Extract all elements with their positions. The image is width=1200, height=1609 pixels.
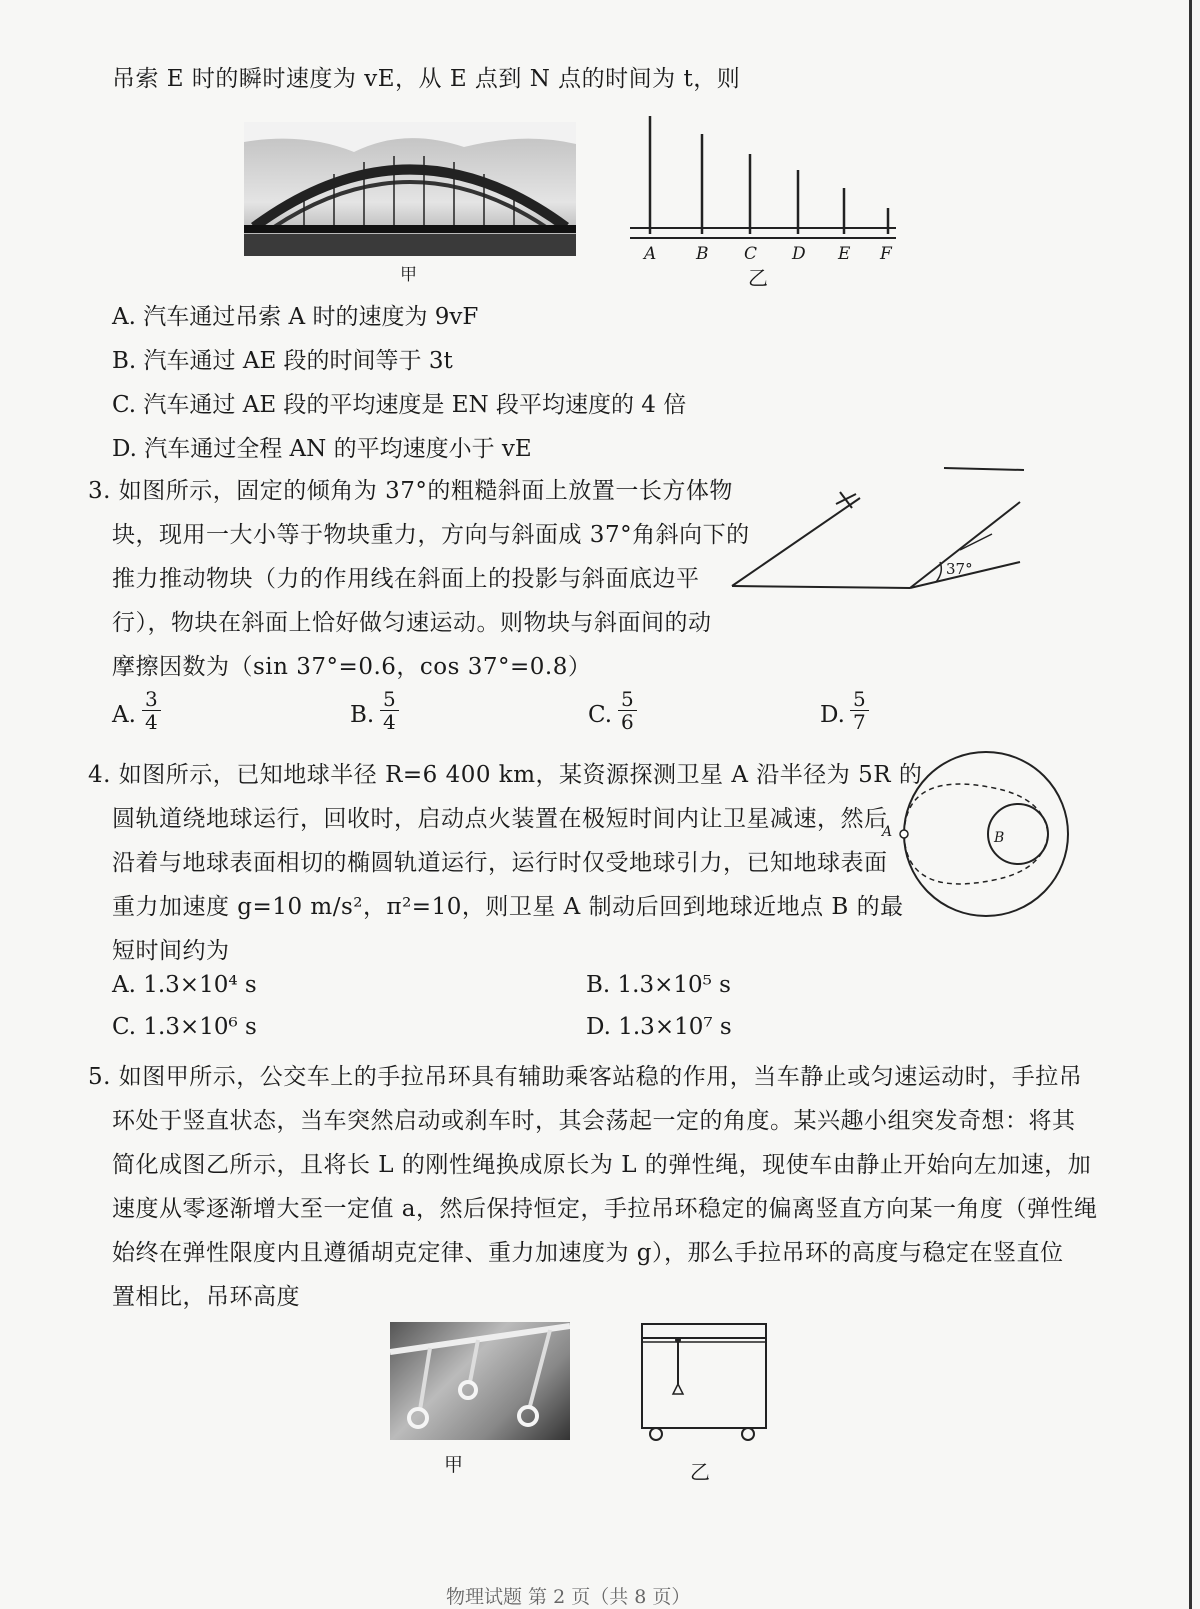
q2-option-a: A. 汽车通过吊索 A 时的速度为 9vF [112, 304, 479, 330]
cable-label-d: D [792, 244, 806, 264]
q3-line-3: 推力推动物块（力的作用线在斜面上的投影与斜面底边平 [112, 566, 700, 592]
q2-option-c: C. 汽车通过 AE 段的平均速度是 EN 段平均速度的 4 倍 [112, 392, 687, 418]
q2-intro: 吊索 E 时的瞬时速度为 vE，从 E 点到 N 点的时间为 t，则 [112, 66, 741, 92]
q2-option-d: D. 汽车通过全程 AN 的平均速度小于 vE [112, 436, 532, 462]
orbit-label-a: A [882, 824, 893, 840]
incline-angle-label: 37° [946, 560, 973, 578]
page-footer: 物理试题 第 2 页（共 8 页） [446, 1586, 691, 1608]
q5-line-5: 始终在弹性限度内且遵循胡克定律、重力加速度为 g），那么手拉吊环的高度与稳定在竖直位 [112, 1240, 1064, 1266]
bridge-photo [244, 122, 576, 256]
q4-option-d: D. 1.3×10⁷ s [586, 1014, 732, 1040]
fig-jia-caption-q2: 甲 [400, 265, 417, 285]
q4-line-3: 沿着与地球表面相切的椭圆轨道运行，运行时仅受地球引力，已知地球表面 [112, 850, 888, 876]
fig-yi-caption-q5: 乙 [690, 1460, 710, 1484]
q4-line-4: 重力加速度 g=10 m/s²，π²=10，则卫星 A 制动后回到地球近地点 B 的最 [112, 894, 904, 920]
q5-line-6: 置相比，吊环高度 [112, 1284, 300, 1310]
cable-label-f: F [880, 244, 892, 264]
bus-car-diagram [638, 1320, 772, 1444]
q4-option-b: B. 1.3×10⁵ s [586, 972, 731, 998]
fig-jia-caption-q5: 甲 [444, 1454, 464, 1476]
q5-line-2: 环处于竖直状态，当车突然启动或刹车时，其会荡起一定的角度。某兴趣小组突发奇想：将其 [112, 1108, 1076, 1134]
page-edge-shadow [1189, 0, 1192, 1609]
q3-line-1: 3. 如图所示，固定的倾角为 37°的粗糙斜面上放置一长方体物 [88, 478, 733, 504]
cable-label-b: B [696, 244, 709, 264]
cable-label-a: A [644, 244, 657, 264]
q3-option-a-fraction: $\frac{3}{4}$ [142, 688, 161, 733]
cable-label-c: C [744, 244, 758, 264]
q4-line-5: 短时间约为 [112, 938, 230, 964]
q3-option-a-letter: A. [112, 702, 136, 728]
q3-option-b-letter: B. [350, 702, 375, 728]
orbit-label-b: B [994, 830, 1005, 846]
fig-yi-caption-q2: 乙 [748, 266, 768, 290]
orbit-diagram [894, 748, 1074, 928]
q4-option-c: C. 1.3×10⁶ s [112, 1014, 257, 1040]
incline-diagram [730, 462, 1030, 602]
cable-label-e: E [838, 244, 851, 264]
q5-line-1: 5. 如图甲所示，公交车上的手拉吊环具有辅助乘客站稳的作用，当车静止或匀速运动时，手拉吊 [88, 1064, 1083, 1090]
q3-line-2: 块，现用一大小等于物块重力，方向与斜面成 37°角斜向下的 [112, 522, 750, 548]
q3-line-5: 摩擦因数为（sin 37°=0.6，cos 37°=0.8） [112, 654, 592, 680]
q3-option-c-fraction: $\frac{5}{6}$ [618, 688, 637, 733]
q4-option-a: A. 1.3×10⁴ s [112, 972, 257, 998]
q4-line-2: 圆轨道绕地球运行，回收时，启动点火装置在极短时间内让卫星减速，然后 [112, 806, 888, 832]
q4-line-1: 4. 如图所示，已知地球半径 R=6 400 km，某资源探测卫星 A 沿半径为 5R 的 [88, 762, 923, 788]
q3-option-c-letter: C. [588, 702, 613, 728]
q3-option-d-fraction: $\frac{5}{7}$ [850, 688, 869, 733]
q3-option-b-fraction: $\frac{5}{4}$ [380, 688, 399, 733]
bus-handle-photo [390, 1322, 570, 1440]
q3-line-4: 行），物块在斜面上恰好做匀速运动。则物块与斜面间的动 [112, 610, 712, 636]
q3-option-d-letter: D. [820, 702, 845, 728]
q2-option-b: B. 汽车通过 AE 段的时间等于 3t [112, 348, 453, 374]
q5-line-4: 速度从零逐渐增大至一定值 a，然后保持恒定，手拉吊环稳定的偏离竖直方向某一角度（弹性绳 [112, 1196, 1098, 1222]
cable-diagram [624, 110, 904, 270]
q5-line-3: 简化成图乙所示，且将长 L 的刚性绳换成原长为 L 的弹性绳，现使车由静止开始向左加速，加 [112, 1152, 1092, 1178]
